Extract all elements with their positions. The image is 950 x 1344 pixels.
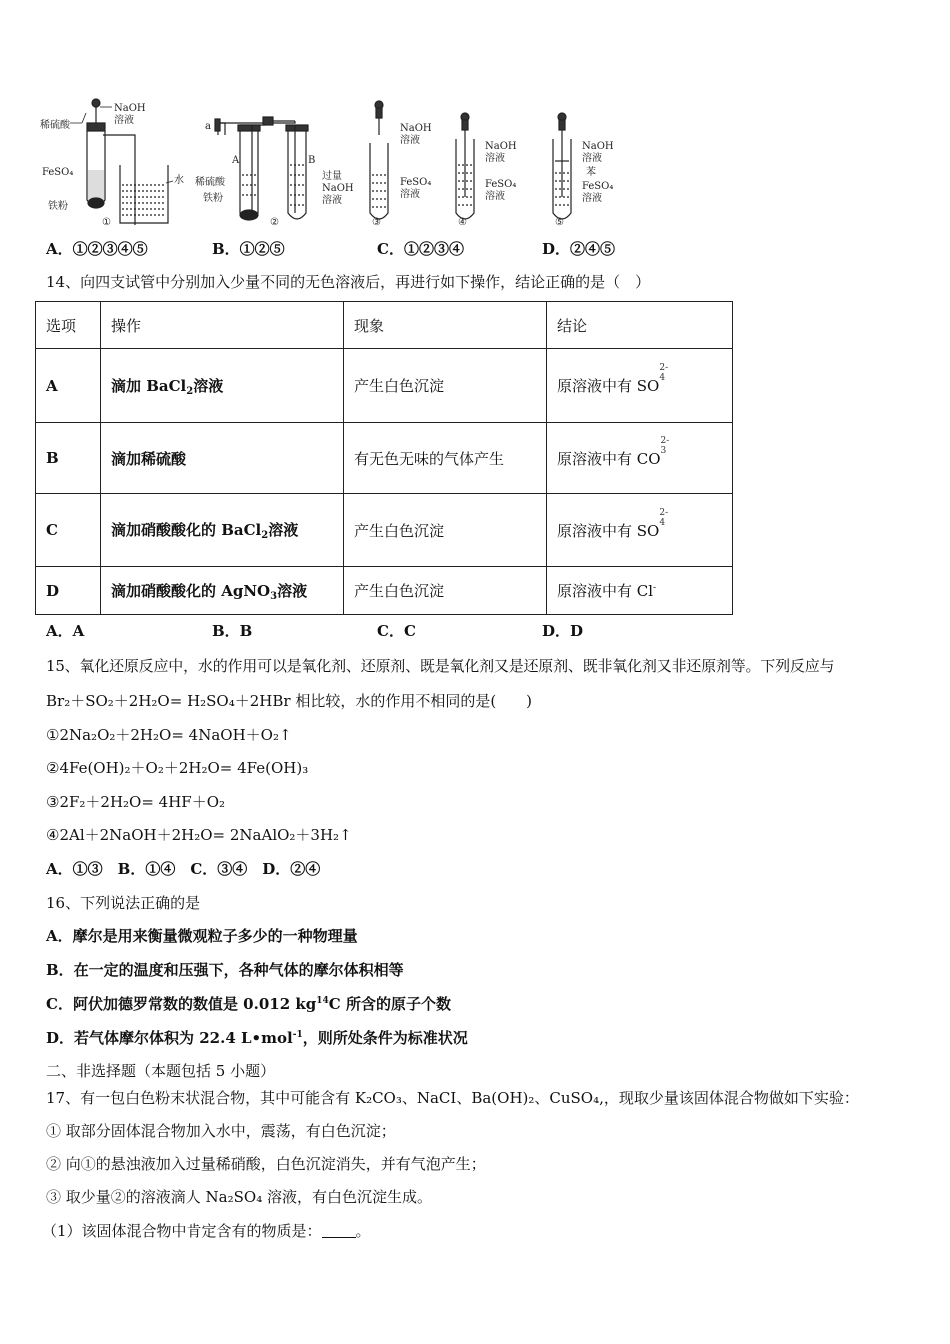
app3-number: ③ <box>372 217 381 228</box>
ion-charge <box>661 436 670 456</box>
app4-feso4-label: FeSO₄ <box>485 179 517 190</box>
app1-water-label: 水 <box>174 175 184 186</box>
app5-feso4-label: FeSO₄ <box>582 181 614 192</box>
app5-number: ⑤ <box>555 217 564 228</box>
q14-option-a[interactable]: A．A <box>46 622 85 640</box>
table-row <box>36 567 733 615</box>
row-option: A <box>36 349 101 423</box>
op-text: 滴加 BaCl <box>111 376 187 395</box>
app2-acid-label: 稀硫酸 <box>195 177 225 188</box>
q14-header-phenomenon: 现象 <box>344 302 547 349</box>
q16-d-text-post: ，则所处条件为标准状况 <box>302 1029 468 1047</box>
q14-header-conclusion: 结论 <box>547 302 733 349</box>
q14-header-option: 选项 <box>36 302 101 349</box>
q15-reaction-3: ③2F₂＋2H₂O= 4HF＋O₂ <box>46 793 226 811</box>
q13-option-d[interactable]: D．②④⑤ <box>542 240 616 258</box>
app3-naoh-label-2: 溶液 <box>400 135 420 146</box>
q14-table-header <box>36 302 733 349</box>
q13-option-a[interactable]: A．①②③④⑤ <box>46 240 148 258</box>
ion-charge: - <box>653 583 657 593</box>
app2-a-label: a <box>205 121 211 132</box>
op-subscript: 3 <box>270 590 278 602</box>
op-text-post: 溶液 <box>268 521 299 539</box>
conc-text: 原溶液中有 SO <box>557 521 660 540</box>
app1-naoh-label-2: 溶液 <box>114 115 134 126</box>
row-operation <box>101 494 344 567</box>
app3-naoh-label: NaOH <box>400 123 432 134</box>
charge-subscript: 4 <box>659 517 666 528</box>
op-text: 滴加硝酸酸化的 AgNO <box>111 581 271 600</box>
op-text: 滴加稀硫酸 <box>111 449 187 468</box>
q16-d-text: D．若气体摩尔体积为 22.4 L•mol <box>46 1029 293 1047</box>
row-phenomenon: 产生白色沉淀 <box>344 349 547 423</box>
q13-option-b[interactable]: B．①②⑤ <box>212 240 285 258</box>
apparatus-3 <box>370 101 388 219</box>
q15-reaction-4: ④2Al＋2NaOH＋2H₂O= 2NaAlO₂＋3H₂↑ <box>46 826 352 844</box>
row-operation <box>101 349 344 423</box>
app2-A-label: A <box>232 155 240 166</box>
charge-text: 2- <box>659 363 669 373</box>
op-text: 滴加硝酸酸化的 BaCl <box>111 521 262 539</box>
app2-naoh-label: NaOH <box>322 183 354 194</box>
row-conclusion <box>547 494 733 567</box>
app1-naoh-label: NaOH <box>114 103 146 114</box>
q17-q1-end: 。 <box>355 1222 371 1240</box>
row-conclusion <box>547 423 733 494</box>
q16-option-b[interactable]: B．在一定的温度和压强下，各种气体的摩尔体积相等 <box>46 961 404 979</box>
row-conclusion <box>547 567 733 615</box>
op-text-post: 溶液 <box>277 581 308 600</box>
q16-option-d[interactable] <box>46 1027 468 1048</box>
row-option: D <box>36 567 101 615</box>
q14-header-operation: 操作 <box>101 302 344 349</box>
q16-c-superscript: 14 <box>316 996 329 1006</box>
q15-options[interactable]: A．①③ B．①④ C．③④ D．②④ <box>46 860 321 878</box>
app2-B-label: B <box>308 155 316 166</box>
conc-text: 原溶液中有 SO <box>557 377 660 395</box>
app5-benzene-label: 苯 <box>586 167 596 178</box>
q16-c-text: C．阿伏加德罗常数的数值是 0.012 kg <box>46 995 317 1013</box>
q14-option-d[interactable]: D．D <box>542 622 584 640</box>
q17-stem: 17、有一包白色粉末状混合物，其中可能含有 K₂CO₃、NaCI、Ba(OH)₂、CuSO₄,，现取少量该固体混合物做如下实验： <box>46 1089 859 1107</box>
app3-feso4-label-2: 溶液 <box>400 189 420 200</box>
app5-naoh-label: NaOH <box>582 141 614 152</box>
app4-feso4-label-2: 溶液 <box>485 191 505 202</box>
app4-number: ④ <box>458 217 467 228</box>
section-heading: 二、非选择题（本题包括 5 小题） <box>46 1062 276 1080</box>
apparatus-diagram <box>40 95 640 230</box>
q16-stem: 16、下列说法正确的是 <box>46 894 201 912</box>
q16-option-a[interactable]: A．摩尔是用来衡量微观粒子多少的一种物理量 <box>46 927 358 945</box>
row-phenomenon: 产生白色沉淀 <box>344 567 547 615</box>
apparatus-5 <box>553 113 571 219</box>
app4-naoh-label-2: 溶液 <box>485 153 505 164</box>
app1-number: ① <box>102 217 111 228</box>
row-option: C <box>36 494 101 567</box>
q16-d-superscript: -1 <box>292 1030 303 1040</box>
row-phenomenon: 产生白色沉淀 <box>344 494 547 567</box>
q14-option-b[interactable]: B．B <box>212 622 253 640</box>
answer-blank[interactable] <box>322 1224 356 1238</box>
row-option: B <box>36 423 101 494</box>
q16-c-text-post: C 所含的原子个数 <box>328 995 451 1013</box>
table-row <box>36 423 733 494</box>
q17-question-1 <box>42 1220 371 1241</box>
app1-iron-label: 铁粉 <box>48 201 68 212</box>
op-subscript: 2 <box>261 530 269 541</box>
row-conclusion <box>547 349 733 423</box>
charge-subscript: 4 <box>659 373 666 383</box>
apparatus-2 <box>215 117 308 220</box>
q13-option-c[interactable]: C．①②③④ <box>377 240 464 258</box>
q17-step-1: ① 取部分固体混合物加入水中，震荡，有白色沉淀； <box>46 1122 396 1140</box>
charge-text: 2- <box>659 507 669 518</box>
row-phenomenon: 有无色无味的气体产生 <box>344 423 547 494</box>
app5-naoh-label-2: 溶液 <box>582 153 602 164</box>
app2-number: ② <box>270 217 279 228</box>
app2-iron-label: 铁粉 <box>203 193 223 204</box>
app1-acid-label: 稀硫酸 <box>40 120 70 131</box>
app2-solution-label: 溶液 <box>322 195 342 206</box>
ion-charge <box>659 508 668 528</box>
charge-subscript: 3 <box>660 445 667 456</box>
q16-option-c[interactable] <box>46 993 451 1014</box>
conc-text: 原溶液中有 CO <box>557 449 661 468</box>
q15-stem-line1: 15、氧化还原反应中，水的作用可以是氧化剂、还原剂、既是氧化剂又是还原剂、既非氧化剂又非还原剂等。下列反应与 <box>46 657 835 675</box>
row-operation <box>101 567 344 615</box>
apparatus-4 <box>456 113 474 219</box>
q14-table <box>35 301 733 615</box>
app1-feso4-label: FeSO₄ <box>42 167 74 178</box>
app4-naoh-label: NaOH <box>485 141 517 152</box>
row-operation <box>101 423 344 494</box>
q14-stem: 14、向四支试管中分别加入少量不同的无色溶液后，再进行如下操作，结论正确的是（ ） <box>46 273 651 291</box>
conc-text: 原溶液中有 Cl <box>557 582 654 600</box>
q14-option-c[interactable]: C．C <box>377 622 416 640</box>
table-row <box>36 494 733 567</box>
ion-charge <box>659 363 668 383</box>
op-subscript: 2 <box>186 385 194 397</box>
q17-step-2: ② 向①的悬浊液加入过量稀硝酸，白色沉淀消失，并有气泡产生； <box>46 1155 486 1173</box>
q17-step-3: ③ 取少量②的溶液滴人 Na₂SO₄ 溶液，有白色沉淀生成。 <box>46 1188 432 1206</box>
apparatus-svg <box>40 95 640 230</box>
op-text-post: 溶液 <box>193 376 224 395</box>
q15-stem-line2: Br₂＋SO₂＋2H₂O= H₂SO₄＋2HBr 相比较，水的作用不相同的是( ) <box>46 692 533 710</box>
q17-q1-text: （1）该固体混合物中肯定含有的物质是： <box>42 1222 322 1240</box>
app5-feso4-label-2: 溶液 <box>582 193 602 204</box>
app2-excess-label: 过量 <box>322 171 342 182</box>
app3-feso4-label: FeSO₄ <box>400 177 432 188</box>
q15-reaction-2: ②4Fe(OH)₂＋O₂＋2H₂O= 4Fe(OH)₃ <box>46 759 309 777</box>
q15-reaction-1: ①2Na₂O₂＋2H₂O= 4NaOH＋O₂↑ <box>46 726 292 744</box>
table-row <box>36 349 733 423</box>
charge-text: 2- <box>660 435 670 446</box>
